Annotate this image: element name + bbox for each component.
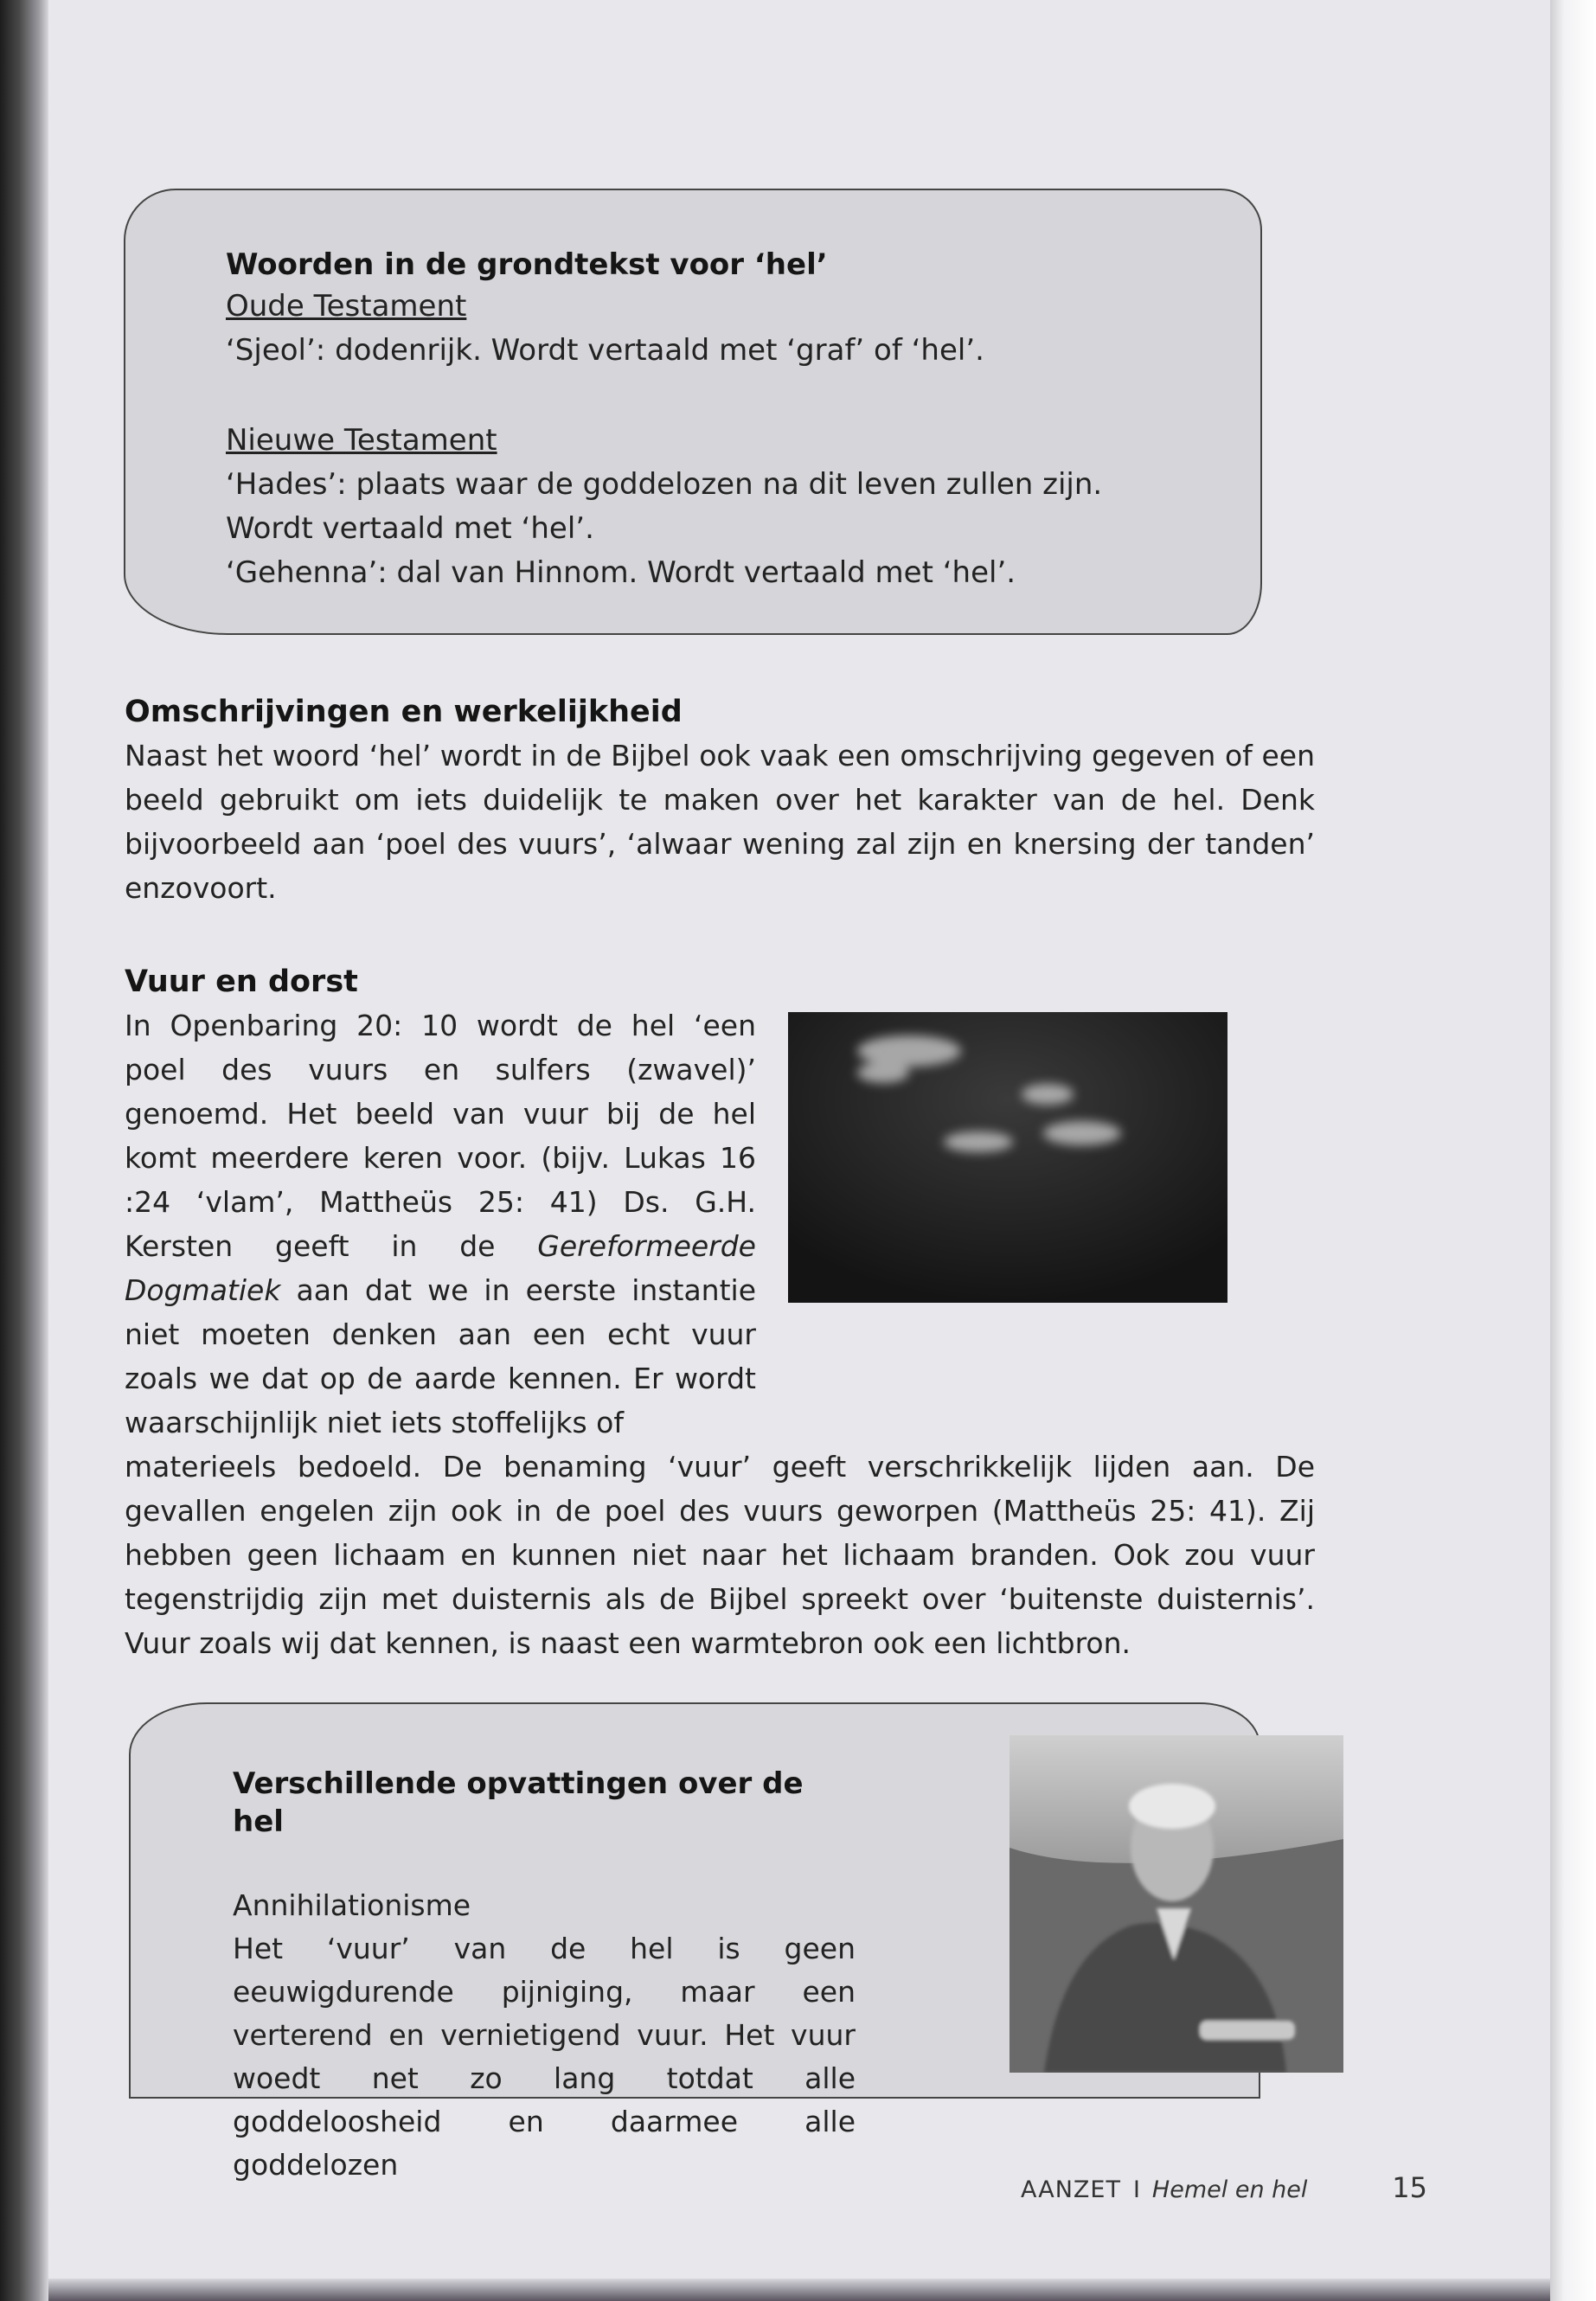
sjeol-line: ‘Sjeol’: dodenrijk. Wordt vertaald met ‘graf’ of ‘hel’. <box>226 333 984 368</box>
dark-clouds-image <box>788 1012 1227 1303</box>
omschrijvingen-section <box>125 690 1315 910</box>
vuur-text-part1: In Openbaring 20: 10 wordt de hel ‘een poel des vuurs en sulfers (zwavel)’ genoemd. Het beeld van vuur bij de hel komt meerdere keren voor. (bijv. Lukas 16 :24 ‘vlam’, Mattheüs 25: 41) Ds. G.H. Kersten geeft in de <box>125 1009 756 1263</box>
nieuwe-testament-heading: Nieuwe Testament <box>226 423 497 458</box>
grondtekst-box <box>124 189 1262 635</box>
bottom-edge <box>48 2279 1550 2301</box>
hades-line: ‘Hades’: plaats waar de goddelozen na dit leven zullen zijn. Wordt vertaald met ‘hel’. <box>226 467 1103 546</box>
portrait-photo <box>1010 1735 1343 2073</box>
annihilationisme-heading: Annihilationisme <box>233 1888 471 1922</box>
vuur-text-full: materieels bedoeld. De benaming ‘vuur’ geeft verschrikkelijk lijden aan. De gevallen engelen zijn ook in de poel des vuurs geworpen (Mattheüs 25: 41). Zij hebben geen lichaam en kunnen niet naar het lichaam branden. Ook zou vuur tegenstrijdig zijn met duisternis als de Bijbel spreekt over ‘buitenste duisternis’. Vuur zoals wij dat kennen, is naast een warmtebron ook een lichtbron. <box>125 1450 1315 1660</box>
dogmatiek-title: Gereformeerde Dogmatiek <box>125 1229 756 1307</box>
footer-brand: AANZET <box>1021 2176 1121 2203</box>
gehenna-line: ‘Gehenna’: dal van Hinnom. Wordt vertaald met ‘hel’. <box>226 555 1016 590</box>
footer-title: Hemel en hel <box>1151 2176 1308 2203</box>
vuur-text-column <box>125 1003 756 1445</box>
page-footer <box>1021 2171 1427 2214</box>
vuur-text-part2: aan dat we in eerste instantie niet moeten denken aan een echt vuur zoals we dat op de aarde kennen. Er wordt waarschijnlijk niet iets stoffelijks of <box>125 1273 756 1439</box>
page-edge <box>1550 0 1596 2301</box>
footer-separator: I <box>1132 2176 1140 2203</box>
omschrijvingen-text: Naast het woord ‘hel’ wordt in de Bijbel ook vaak een omschrijving gegeven of een beeld gebruikt om iets duidelijk te maken over het karakter van de hel. Denk bijvoorbeeld aan ‘poel des vuurs’, ‘alwaar wening zal zijn en knersing der tanden’ enzovoort. <box>125 739 1315 905</box>
omschrijvingen-title: Omschrijvingen en werkelijkheid <box>125 695 683 729</box>
page-number: 15 <box>1392 2171 1427 2204</box>
grondtekst-title: Woorden in de grondtekst voor ‘hel’ <box>226 247 828 282</box>
book-spine <box>0 0 48 2301</box>
opvattingen-title: Verschillende opvattingen over de hel <box>233 1766 804 1839</box>
oude-testament-heading: Oude Testament <box>226 289 467 324</box>
opvattingen-box <box>129 1702 1260 2182</box>
annihilationisme-text: Het ‘vuur’ van de hel is geen eeuwigdurende pijniging, maar een verterend en vernietigend vuur. Het vuur woedt net zo lang totdat alle goddeloosheid en daarmee alle goddelozen <box>233 1932 856 2182</box>
vuur-title: Vuur en dorst <box>125 965 358 999</box>
